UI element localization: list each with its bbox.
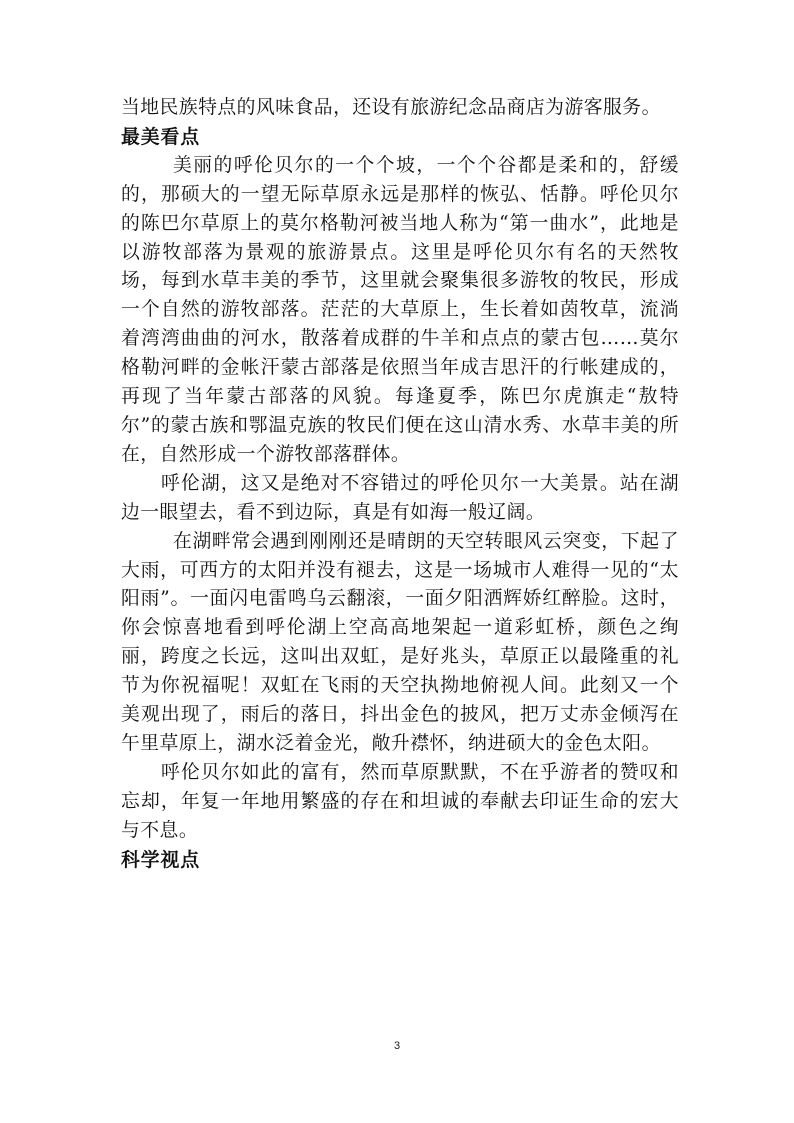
section-heading-science-view: 科学视点 — [121, 848, 201, 871]
paragraph-closing: 呼伦贝尔如此的富有，然而草原默默，不在乎游者的赞叹和忘却，年复一年地用繁盛的存在和坦诚的奉献去印证生命的宏大与不息。 — [121, 761, 679, 841]
section-heading-best-sights: 最美看点 — [121, 125, 201, 148]
paragraph-hulun-lake: 呼伦湖，这又是绝对不容错过的呼伦贝尔一大美景。站在湖边一眼望去，看不到边际，真是有如海一般辽阔。 — [121, 472, 679, 523]
paragraph-intro: 当地民族特点的风味食品，还设有旅游纪念品商店为游客服务。 — [121, 97, 661, 118]
page-number: 3 — [393, 1040, 401, 1052]
paragraph-sun-rain: 在湖畔常会遇到刚刚还是晴朗的天空转眼风云突变，下起了大雨，可西方的太阳并没有褪去，这是一场城市人难得一见的“太阳雨”。一面闪电雷鸣乌云翻滚，一面夕阳洒辉娇红醉脸。这时，你会惊喜地看到呼伦湖上空高高地架起一道彩虹桥，颜色之绚丽，跨度之长远，这叫出双虹，是好兆头，草原正以最隆重的礼节为你祝福呢！双虹在飞雨的天空执拗地俯视人间。此刻又一个美观出现了，雨后的落日，抖出金色的披风，把万丈赤金倾泻在午里草原上，湖水泛着金光，敞升襟怀，纳进硕大的金色太阳。 — [121, 530, 679, 754]
page-body — [121, 94, 679, 874]
paragraph-hulunbuir-grassland: 美丽的呼伦贝尔的一个个坡，一个个谷都是柔和的，舒缓的，那硕大的一望无际草原永远是那样的恢弘、恬静。呼伦贝尔的陈巴尔草原上的莫尔格勒河被当地人称为“第一曲水”，此地是以游牧部落为景观的旅游景点。这里是呼伦贝尔有名的天然牧场，每到水草丰美的季节，这里就会聚集很多游牧的牧民，形成一个自然的游牧部落。茫茫的大草原上，生长着如茵牧草，流淌着湾湾曲曲的河水，散落着成群的牛羊和点点的蒙古包……莫尔格勒河畔的金帐汗蒙古部落是依照当年成吉思汗的行帐建成的，再现了当年蒙古部落的风貌。每逢夏季，陈巴尔虎旗走“敖特尔”的蒙古族和鄂温克族的牧民们便在这山清水秀、水草丰美的所在，自然形成一个游牧部落群体。 — [121, 154, 679, 465]
